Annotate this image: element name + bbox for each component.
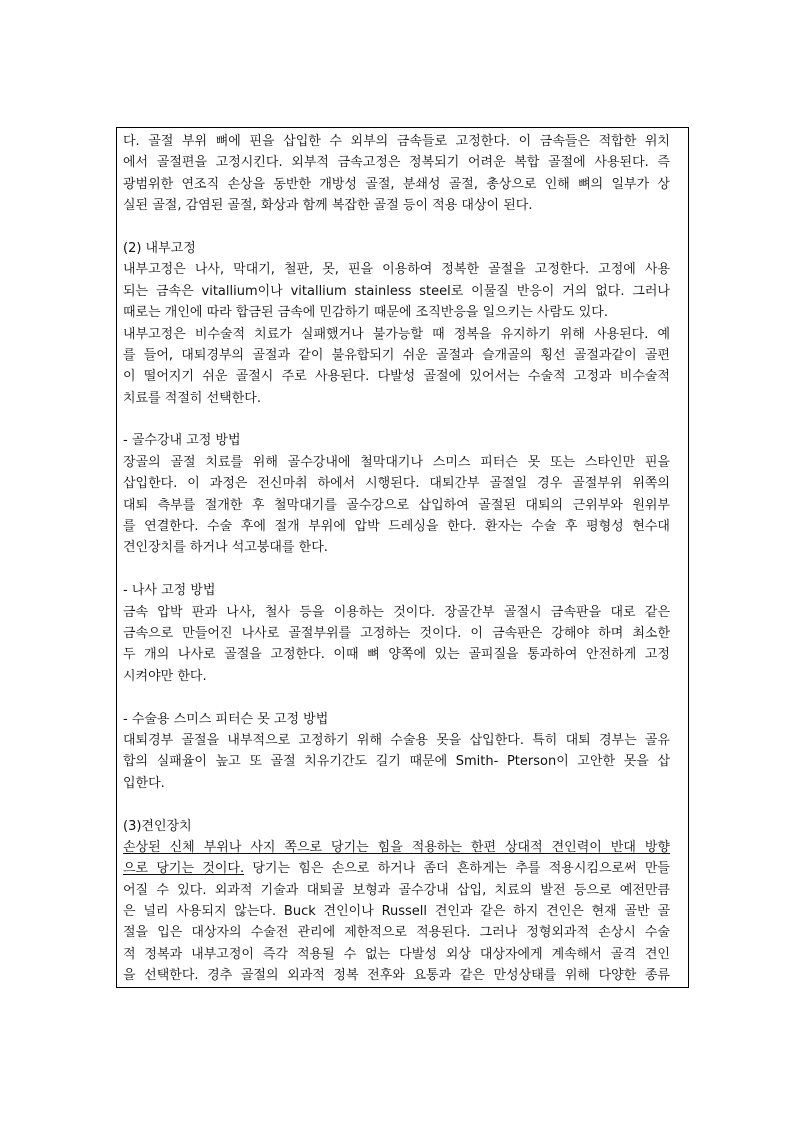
traction-line: 어질 수 있다. 외과적 기술과 대퇴골 보형과 골수강내 삽입, 치료의 발전 등으로 예전만큼: [123, 882, 670, 898]
subsection-heading-smith-peterson: - 수술용 스미스 피터슨 못 고정 방법: [123, 711, 329, 727]
internal-fixation-line: 치료를 적절히 선택한다.: [123, 390, 261, 406]
traction-line: 적 정복과 내부고정이 즉각 적용될 수 없는 다발성 외상 대상자에게 계속해서 골격 견인: [123, 946, 670, 962]
intro-line: 광범위한 연조직 손상을 동반한 개방성 골절, 분쇄성 골절, 총상으로 인해 뼈의 일부가 상: [123, 176, 670, 192]
intramedullary-line: 장골의 골절 치료를 위해 골수강내에 철막대기나 스미스 피터슨 못 또는 스타인만 핀을: [123, 454, 670, 470]
internal-fixation-line: 를 들어, 대퇴경부의 골절과 같이 불유합되기 쉬운 골절과 슬개골의 횡선 골절과같이 골편: [123, 347, 670, 363]
blank-line: [123, 217, 670, 238]
section-heading-traction: (3)견인장치: [123, 818, 192, 834]
subsection-heading-intramedullary: - 골수강내 고정 방법: [123, 433, 241, 449]
smith-peterson-line: 대퇴경부 골절을 내부적으로 고정하기 위해 수술용 못을 삽입한다. 특히 대퇴 경부는 골유: [123, 732, 670, 748]
section-heading-internal-fixation: (2) 내부고정: [123, 240, 196, 256]
internal-fixation-line: 되는 금속은 vitallium이나 vitallium stainless steel로 이물질 반응이 거의 없다. 그러나: [123, 283, 670, 299]
intro-line: 에서 골절편을 고정시킨다. 외부적 금속고정은 정복되기 어려운 복합 골절에 사용된다. 즉: [123, 155, 670, 171]
internal-fixation-line: 때로는 개인에 따라 합금된 금속에 민감하기 때문에 조직반응을 일으키는 사람도 있다.: [123, 305, 608, 321]
intramedullary-line: 삽입한다. 이 과정은 전신마취 하에서 시행된다. 대퇴간부 골절일 경우 골절부위 위쪽의: [123, 476, 670, 492]
document-body: [123, 131, 670, 987]
traction-line: 절을 입은 대상자의 수술전 관리에 제한적으로 적용된다. 그러나 정형외과적 손상시 수술: [123, 925, 670, 941]
underlined-definition-end: 으로 당기는 것이다.: [123, 861, 245, 877]
underlined-definition: 손상된 신체 부위나 사지 쪽으로 당기는 힘을 적용하는 한편 상대적 견인력이 반대 방향: [123, 839, 670, 855]
internal-fixation-line: 내부고정은 비수술적 치료가 실패했거나 불가능할 때 정복을 유지하기 위해 사용된다. 예: [123, 326, 670, 342]
traction-text: 당기는 힘은 손으로 하거나 좀더 흔하게는 추를 적용시킴으로써 만들: [244, 861, 670, 877]
intramedullary-line: 를 연결한다. 수술 후에 절개 부위에 압박 드레싱을 한다. 환자는 수술 후 평형성 현수대: [123, 519, 670, 535]
intramedullary-line: 견인장치를 하거나 석고붕대를 한다.: [123, 540, 328, 556]
intramedullary-line: 대퇴 측부를 절개한 후 철막대기를 골수강으로 삽입하여 골절된 대퇴의 근위부와 원위부: [123, 497, 670, 513]
traction-line: 을 선택한다. 경추 골절의 외과적 정복 전후와 요통과 같은 만성상태를 위해 다양한 종류: [123, 968, 670, 984]
blank-line: [123, 559, 670, 580]
blank-line: [123, 409, 670, 430]
document-text-box: [116, 127, 689, 988]
traction-definition-line: [123, 837, 670, 858]
traction-definition-line: [123, 858, 670, 879]
smith-peterson-line: 합의 실패율이 높고 또 골절 치유기간도 길기 때문에 Smith- Pterson이 고안한 못을 삽: [123, 754, 670, 770]
subsection-heading-screw: - 나사 고정 방법: [123, 583, 216, 599]
screw-line: 금속 압박 판과 나사, 철사 등을 이용하는 것이다. 장골간부 골절시 금속판을 대로 같은: [123, 604, 670, 620]
blank-line: [123, 687, 670, 708]
intro-line: 다. 골절 부위 뼈에 핀을 삽입한 수 외부의 금속들로 고정한다. 이 금속들은 적합한 위치: [123, 134, 670, 149]
blank-line: [123, 794, 670, 815]
internal-fixation-line: 내부고정은 나사, 막대기, 철판, 못, 핀을 이용하여 정복한 골절을 고정한다. 고정에 사용: [123, 262, 670, 278]
intro-line: 실된 골절, 감염된 골절, 화상과 함께 복잡한 골절 등이 적용 대상이 된다.: [123, 198, 533, 214]
smith-peterson-line: 입한다.: [123, 775, 165, 791]
screw-line: 두 개의 나사로 골절을 고정한다. 이때 뼈 양쪽에 있는 골피질을 통과하여 안전하게 고정: [123, 647, 670, 663]
traction-line: 은 널리 사용되지 않는다. Buck 견인이나 Russell 견인과 같은 하지 견인은 현재 골반 골: [123, 904, 670, 920]
internal-fixation-line: 이 떨어지기 쉬운 골절시 주로 사용된다. 다발성 골절에 있어서는 수술적 고정과 비수술적: [123, 369, 670, 385]
screw-line: 시켜야만 한다.: [123, 668, 207, 684]
screw-line: 금속으로 만들어진 나사로 골절부위를 고정하는 것이다. 이 금속판은 강해야 하며 최소한: [123, 625, 670, 641]
